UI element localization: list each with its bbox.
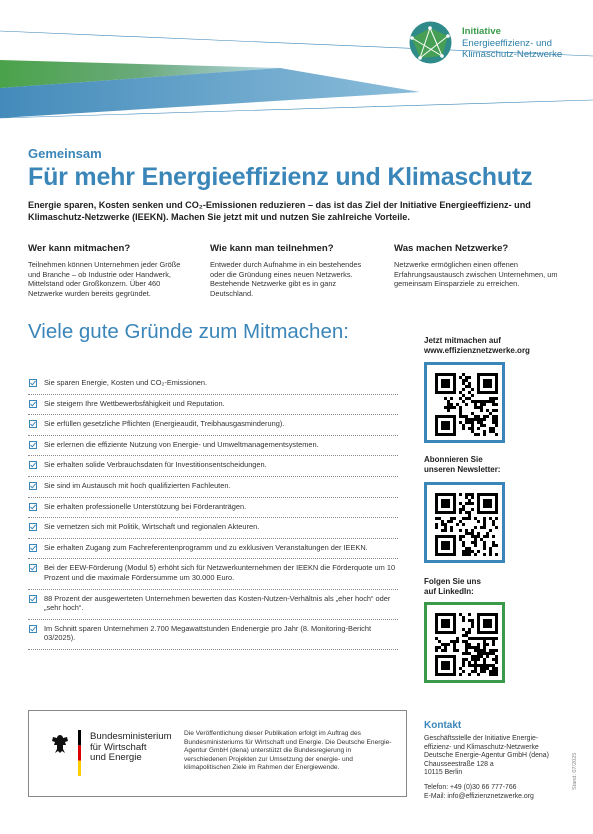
page-title: Für mehr Energieeffizienz und Klimaschutz [28,163,533,191]
qr-label-line: Folgen Sie uns [424,577,481,586]
ministry-name [90,732,172,764]
info-column-what [394,243,559,289]
contact-phone: Telefon: +49 (0)30 66 777-766 [424,783,517,791]
reason-text: Sie sind im Austausch mit hoch qualifizierten Fachleuten. [44,480,231,490]
initiative-logo-icon [408,20,453,65]
qr-label-line: auf LinkedIn: [424,587,474,596]
federal-flag-stripe [78,730,81,776]
reason-text: Sie erhalten professionelle Unterstützung bei Förderanträgen. [44,501,247,511]
qr-code-linkedin[interactable] [424,602,505,683]
initiative-logo-text [462,26,562,61]
list-item [28,539,398,560]
contact-line: Geschäftsstelle der Initiative Energie- [424,735,539,742]
info-column-text: Teilnehmen können Unternehmen jeder Größe und Branche – ob Industrie oder Handwerk, Mittelstand oder Großkonzern. Über 460 Netzwerke wurden bereits gegründet. [28,260,181,298]
ministry-name-line: für Wirtschaft [90,741,147,753]
checkbox-icon [29,379,37,387]
ministry-disclaimer: Die Veröffentlichung dieser Publikation erfolgt im Auftrag des Bundesministeriums für Wirtschaft und Energie. Die Deutsche Energie-Agentur GmbH (dena) unterstützt die Bundesregierung in verschiedenen Projekten zur Umsetzung der energie- und klimapolitischen Ziele im Rahmen der Energiewende. [184,730,392,772]
checkbox-icon [29,625,37,633]
qr-label-line: Abonnieren Sie [424,455,483,464]
list-item [28,477,398,498]
qr-label-linkedin [424,577,481,597]
reasons-list [28,374,398,650]
checkbox-icon [29,420,37,428]
qr-label-line: Jetzt mitmachen auf [424,336,501,345]
reason-text: Bei der EEW-Förderung (Modul 5) erhöht sich für Netzwerkunternehmen der IEEKN die Förderquote um 10 Prozent und die maximale Fördersumme um 30.000 Euro. [44,563,396,582]
kicker: Gemeinsam [28,146,102,161]
qr-label-website [424,336,530,356]
info-column-who [28,243,193,298]
ministry-name-line: Bundesministerium [90,731,172,742]
lead-paragraph: Energie sparen, Kosten senken und CO₂-Emissionen reduzieren – das ist das Ziel der Initiative Energieeffizienz- und Klimaschutz-Netzwerke (IEEKN). Machen Sie jetzt mit und nutzen Sie zahlreiche Vorteile. [28,200,531,222]
checkbox-icon [29,523,37,531]
reason-text: Sie erhalten Zugang zum Fachreferentenprogramm und zu exklusiven Veranstaltungen der IEEKN. [44,542,368,552]
reasons-heading: Viele gute Gründe zum Mitmachen: [28,320,349,343]
reason-text: Sie steigern Ihre Wettbewerbsfähigkeit und Reputation. [44,398,225,408]
reason-text: 88 Prozent der ausgewerteten Unternehmen bewerten das Kosten-Nutzen-Verhältnis als „eher hoch“ oder „sehr hoch“. [44,593,391,613]
federal-eagle-icon [49,733,71,755]
checkbox-icon [29,441,37,449]
checkbox-icon [29,482,37,490]
reason-text: Sie erlernen die effiziente Nutzung von Energie- und Umweltmanagementsystemen. [44,439,319,449]
checkbox-icon [29,544,37,552]
contact-line: effizienz- und Klimaschutz-Netzwerke [424,743,539,751]
logo-line-1: Initiative [462,26,501,37]
qr-code-icon [435,373,498,436]
contact-line: 10115 Berlin [424,769,463,777]
reason-text: Sie sparen Energie, Kosten und CO₂-Emissionen. [44,378,208,387]
qr-code-icon [435,613,498,676]
list-item [28,590,398,620]
list-item [28,436,398,457]
info-column-title: Wer kann mitmachen? [28,243,131,254]
reason-text: Sie erfüllen gesetzliche Pflichten (Energieaudit, Treibhausgasminderung). [44,419,285,429]
edition-date: Stand: 07/2025 [572,752,578,790]
qr-label-line: www.effizienznetzwerke.org [424,346,530,355]
qr-code-website[interactable] [424,362,505,443]
info-column-text: Entweder durch Aufnahme in ein bestehendes oder die Gründung eines neuen Netzwerks. Bestehende Netzwerke gibt es in ganz Deutschland. [210,260,362,298]
checkbox-icon [29,400,37,408]
list-item [28,559,398,589]
checkbox-icon [29,503,37,511]
list-item [28,374,398,395]
qr-code-icon [435,493,498,556]
logo-line-3: Klimaschutz-Netzwerke [462,49,563,60]
reason-text: Im Schnitt sparen Unternehmen 2.700 Megawattstunden Endenergie pro Jahr (8. Monitoring-Bericht 03/2025). [44,623,372,643]
list-item [28,620,398,650]
reason-text: Sie erhalten solide Verbrauchsdaten für Investitionsentscheidungen. [44,460,267,470]
qr-label-newsletter [424,455,500,475]
contact-email-link[interactable]: E-Mail: info@effizienznetzwerke.org [424,792,534,800]
contact-line: Deutsche Energie-Agentur GmbH (dena) [424,752,549,760]
checkbox-icon [29,595,37,603]
list-item [28,498,398,519]
list-item [28,415,398,436]
info-column-title: Was machen Netzwerke? [394,243,509,254]
contact-heading: Kontakt [424,720,462,731]
qr-label-line: unseren Newsletter: [424,465,501,474]
list-item [28,395,398,416]
contact-line: Chausseestraße 128 a [424,760,494,768]
reason-text: Sie vernetzen sich mit Politik, Wirtschaft und regionalen Akteuren. [44,522,260,532]
checkbox-icon [29,461,37,469]
list-item [28,518,398,539]
ministry-name-line: und Energie [90,752,142,763]
info-column-how [210,243,375,298]
logo-line-2: Energieeffizienz- und [462,37,552,49]
list-item [28,456,398,477]
info-column-title: Wie kann man teilnehmen? [210,243,334,254]
info-column-text: Netzwerke ermöglichen einen offenen Erfahrungsaustausch zwischen Unternehmen, um gemeinsam Einsparziele zu erreichen. [394,260,558,289]
contact-block [424,735,584,801]
header-banner [0,0,593,140]
qr-code-newsletter[interactable] [424,482,505,563]
checkbox-icon [29,564,37,572]
